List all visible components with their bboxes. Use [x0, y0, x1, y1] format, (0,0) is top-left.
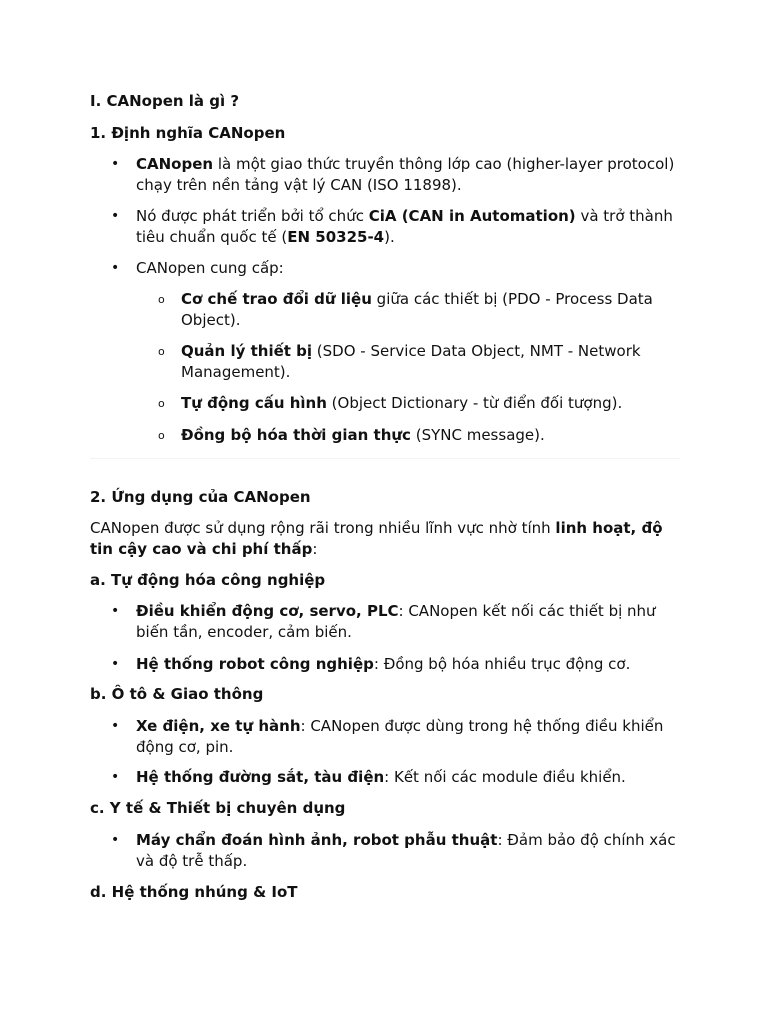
item-text: : Kết nối các module điều khiển.: [384, 768, 626, 786]
item-text: : Đảm bảo độ chính xác và độ trễ thấp.: [136, 831, 676, 870]
item-text: : Đồng bộ hóa nhiều trục động cơ.: [373, 655, 631, 673]
bold-term: Tự động cấu hình: [181, 394, 327, 412]
divider: [90, 458, 680, 459]
category-title-medical: c. Y tế & Thiết bị chuyên dụng: [90, 799, 346, 817]
sub-list-item: [181, 341, 681, 383]
bold-term: Quản lý thiết bị: [181, 342, 313, 360]
bold-term: Xe điện, xe tự hành: [136, 717, 301, 735]
list-item: [136, 154, 681, 196]
subsection-title-definition: 1. Định nghĩa CANopen: [90, 124, 286, 142]
bold-term: Hệ thống đường sắt, tàu điện: [136, 768, 385, 786]
list-item: [136, 767, 681, 788]
sub-list-item: [181, 289, 681, 331]
bold-term: Điều khiển động cơ, servo, PLC: [136, 602, 399, 620]
item-text: là một giao thức truyền thông lớp cao (higher-layer protocol) chạy trên nền tảng vật lý CAN (ISO 11898).: [136, 155, 675, 194]
bold-term: Máy chẩn đoán hình ảnh, robot phẫu thuật: [136, 831, 498, 849]
category-title-industrial: a. Tự động hóa công nghiệp: [90, 571, 326, 589]
list-item: • CANopen cung cấp:: [136, 258, 681, 279]
sub-list-item: [181, 425, 681, 446]
item-text: và trở thành tiêu chuẩn quốc tế (: [136, 207, 673, 246]
intro-paragraph: [90, 518, 680, 560]
bold-term: Đồng bộ hóa thời gian thực: [181, 426, 411, 444]
sub-list-item: [181, 393, 681, 414]
item-text: ).: [384, 228, 395, 246]
bold-term: CANopen: [136, 155, 214, 173]
item-text: : CANopen được dùng trong hệ thống điều khiển động cơ, pin.: [136, 717, 664, 756]
bold-term: CiA (CAN in Automation): [368, 207, 576, 225]
bold-term: linh hoạt, độ tin cậy cao và chi phí thấp: [90, 519, 663, 558]
category-title-automotive: b. Ô tô & Giao thông: [90, 685, 264, 703]
list-item: [136, 830, 681, 872]
bold-term: Hệ thống robot công nghiệp: [136, 655, 374, 673]
item-text: :: [312, 540, 318, 558]
item-text: (SDO - Service Data Object, NMT - Network Management).: [181, 342, 641, 381]
list-item: [136, 601, 681, 643]
item-text: (Object Dictionary - từ điển đối tượng).: [326, 394, 623, 412]
bold-term: EN 50325-4: [287, 228, 385, 246]
item-text: (SYNC message).: [410, 426, 545, 444]
item-text: giữa các thiết bị (PDO - Process Data Object).: [181, 290, 653, 329]
list-item: [136, 206, 681, 248]
section-title: I. CANopen là gì ?: [90, 92, 240, 110]
item-text: CANopen được sử dụng rộng rãi trong nhiều lĩnh vực nhờ tính: [90, 519, 556, 537]
bold-term: Cơ chế trao đổi dữ liệu: [181, 290, 372, 308]
list-item: [136, 654, 681, 675]
item-text: Nó được phát triển bởi tổ chức: [136, 207, 369, 225]
category-title-embedded: d. Hệ thống nhúng & IoT: [90, 883, 298, 901]
item-text: : CANopen kết nối các thiết bị như biến tần, encoder, cảm biến.: [136, 602, 656, 641]
list-item: [136, 716, 681, 758]
subsection-title-applications: 2. Ứng dụng của CANopen: [90, 488, 311, 506]
